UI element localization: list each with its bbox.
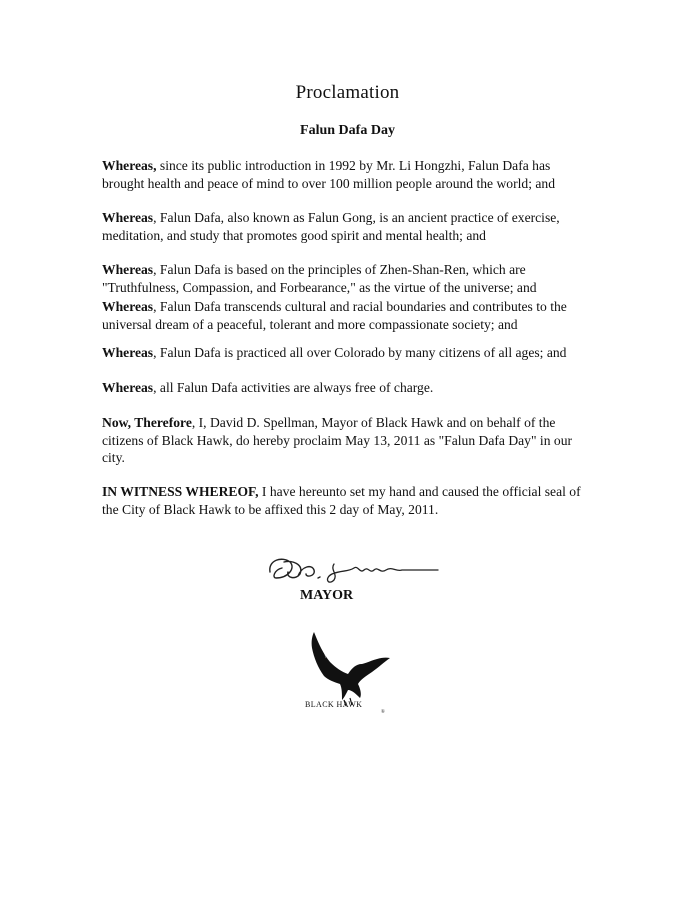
paragraph-4 [102, 298, 582, 333]
paragraph-text: , Falun Dafa transcends cultural and racial boundaries and contributes to the universal dream of a peaceful, tolerant and more compassionate society; and [102, 299, 567, 332]
paragraph-text: , Falun Dafa is practiced all over Colorado by many citizens of all ages; and [153, 345, 567, 360]
paragraph-lead: Whereas [102, 262, 154, 277]
paragraph-6 [102, 379, 582, 397]
paragraph-lead: Now, Therefore [102, 415, 192, 430]
paragraph-lead: Whereas, [102, 158, 157, 173]
paragraph-text: , I, David D. Spellman, Mayor of Black Hawk and on behalf of the citizens of Black Hawk, do hereby proclaim May 13, 2011 as "Falun Dafa Day" in our city. [102, 415, 573, 466]
paragraph-5 [102, 344, 582, 362]
paragraph-witness [102, 483, 582, 518]
paragraph-lead: Whereas [102, 380, 154, 395]
paragraph-text: , all Falun Dafa activities are always free of charge. [153, 380, 434, 395]
paragraph-2 [102, 209, 582, 244]
paragraph-lead: Whereas [102, 210, 154, 225]
paragraph-text: since its public introduction in 1992 by Mr. Li Hongzhi, Falun Dafa has brought health and peace of mind to over 100 million people around the world; and [102, 158, 556, 191]
seal-name: BLACK HAWK [305, 700, 363, 709]
paragraph-text: , Falun Dafa is based on the principles of Zhen-Shan-Ren, which are "Truthfulness, Compassion, and Forbearance," as the virtue of the universe; and [102, 262, 537, 295]
paragraph-text: I have hereunto set my hand and caused the official seal of the City of Black Hawk to be affixed this 2 day of May, 2011. [102, 484, 581, 517]
paragraph-3 [102, 261, 582, 296]
mayor-signature [262, 552, 442, 586]
paragraph-1 [102, 157, 582, 192]
page-title: Proclamation [295, 82, 400, 103]
paragraph-7 [102, 414, 582, 467]
document-subtitle: Falun Dafa Day [300, 123, 395, 138]
paragraph-text: , Falun Dafa, also known as Falun Gong, is an ancient practice of exercise, meditation, and study that promotes good spirit and mental health; and [102, 210, 560, 243]
paragraph-lead: Whereas [102, 345, 154, 360]
registered-mark: ® [381, 710, 385, 715]
paragraph-lead: Whereas [102, 299, 154, 314]
paragraph-lead: IN WITNESS WHEREOF, [102, 484, 259, 499]
